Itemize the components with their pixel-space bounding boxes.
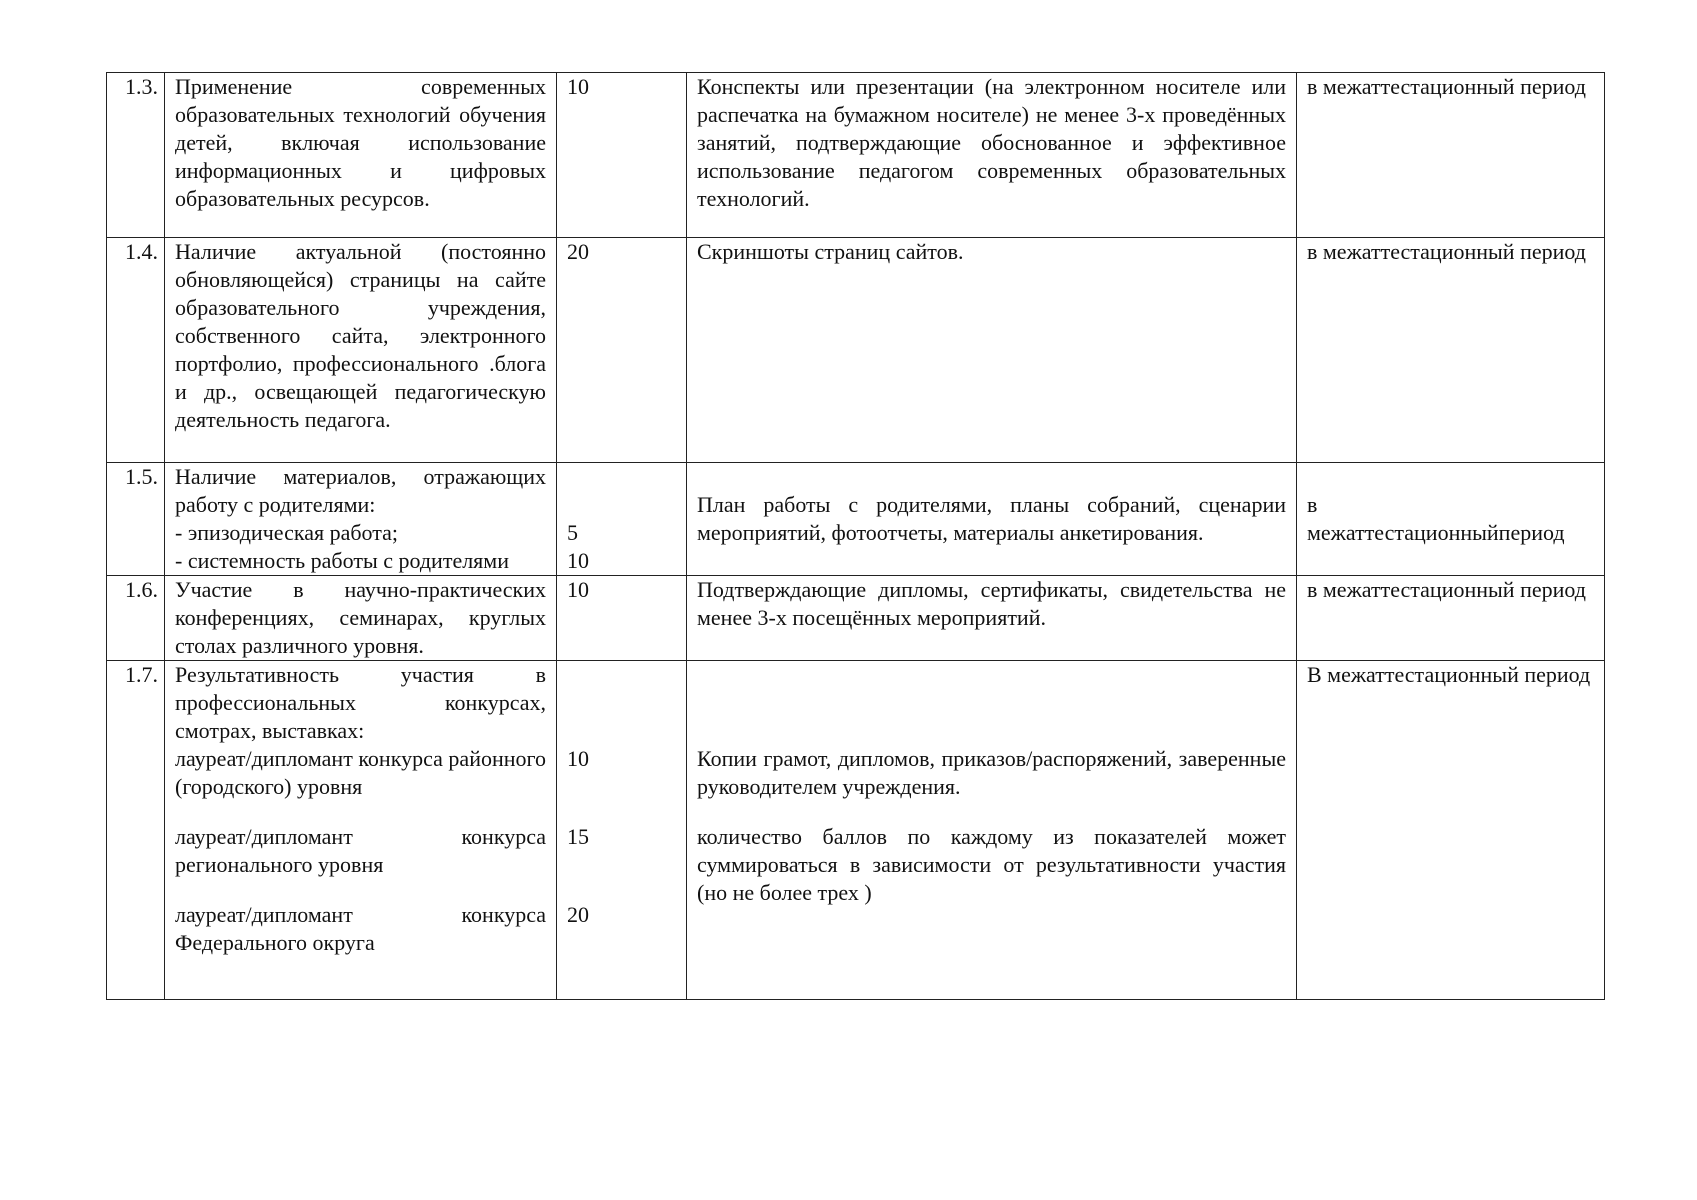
- criterion-documents: [687, 661, 1297, 1000]
- row-number: 1.3.: [107, 73, 165, 238]
- table-row-1-6: [107, 576, 1605, 661]
- criterion-item: лауреат/дипломант конкурса регионального уровня: [175, 824, 546, 877]
- row-number: 1.6.: [107, 576, 165, 661]
- criterion-period: [1297, 463, 1605, 576]
- points-item: 10: [567, 548, 589, 573]
- criterion-documents: Конспекты или презентации (на электронном носителе или распечатка на бумажном носителе) не менее 3-х проведённых занятий, подтверждающие обоснованное и эффективное использование педагогом современных образовательных технологий.: [687, 73, 1297, 238]
- criterion-points: 20: [557, 238, 687, 463]
- criterion-item: - системность работы с родителями: [175, 548, 509, 573]
- points-item: 10: [567, 746, 589, 771]
- criterion-name: Участие в научно-практических конференциях, семинарах, круглых столах различного уровня.: [165, 576, 557, 661]
- points-item: 15: [567, 824, 589, 849]
- criterion-item: лауреат/дипломант конкурса районного (городского) уровня: [175, 746, 546, 799]
- criterion-period: в межаттестационный период: [1297, 73, 1605, 238]
- table-row-1-7: [107, 661, 1605, 1000]
- row-number: 1.5.: [107, 463, 165, 576]
- period-line: межаттестационныйпериод: [1307, 520, 1565, 545]
- criterion-intro: Результативность участия в профессиональных конкурсах, смотрах, выставках:: [175, 662, 546, 743]
- criteria-table: [106, 72, 1605, 1000]
- criterion-period: В межаттестационный период: [1297, 661, 1605, 1000]
- criterion-points: [557, 661, 687, 1000]
- documents-note: количество баллов по каждому из показателей может суммироваться в зависимости от результативности участия (но не более трех ): [697, 824, 1286, 905]
- criterion-period: в межаттестационный период: [1297, 576, 1605, 661]
- table-row-1-3: [107, 73, 1605, 238]
- table-row-1-4: [107, 238, 1605, 463]
- documents-text: План работы с родителями, планы собраний, сценарии мероприятий, фотоотчеты, материалы анкетирования.: [697, 492, 1286, 545]
- criterion-name: [165, 463, 557, 576]
- criterion-item: - эпизодическая работа;: [175, 520, 399, 545]
- criterion-item: лауреат/дипломант конкурса Федерального округа: [175, 902, 546, 955]
- row-number: 1.7.: [107, 661, 165, 1000]
- documents-text: Копии грамот, дипломов, приказов/распоряжений, заверенные руководителем учреждения.: [697, 746, 1286, 799]
- row-number: 1.4.: [107, 238, 165, 463]
- criterion-name: [165, 661, 557, 1000]
- period-line: в: [1307, 492, 1318, 517]
- points-item: 20: [567, 902, 589, 927]
- criterion-documents: [687, 463, 1297, 576]
- criterion-points: 10: [557, 73, 687, 238]
- criterion-name: Применение современных образовательных технологий обучения детей, включая использование информационных и цифровых образовательных ресурсов.: [165, 73, 557, 238]
- criterion-points: [557, 463, 687, 576]
- criterion-points: 10: [557, 576, 687, 661]
- criterion-documents: Скриншоты страниц сайтов.: [687, 238, 1297, 463]
- criterion-period: в межаттестационный период: [1297, 238, 1605, 463]
- criterion-intro: Наличие материалов, отражающих работу с родителями:: [175, 464, 546, 517]
- criterion-name: Наличие актуальной (постоянно обновляющейся) страницы на сайте образовательного учреждения, собственного сайта, электронного портфолио, профессионального .блога и др., освещающей педагогическую деятельность педагога.: [165, 238, 557, 463]
- points-item: 5: [567, 520, 578, 545]
- table-row-1-5: [107, 463, 1605, 576]
- criterion-documents: Подтверждающие дипломы, сертификаты, свидетельства не менее 3-х посещённых мероприятий.: [687, 576, 1297, 661]
